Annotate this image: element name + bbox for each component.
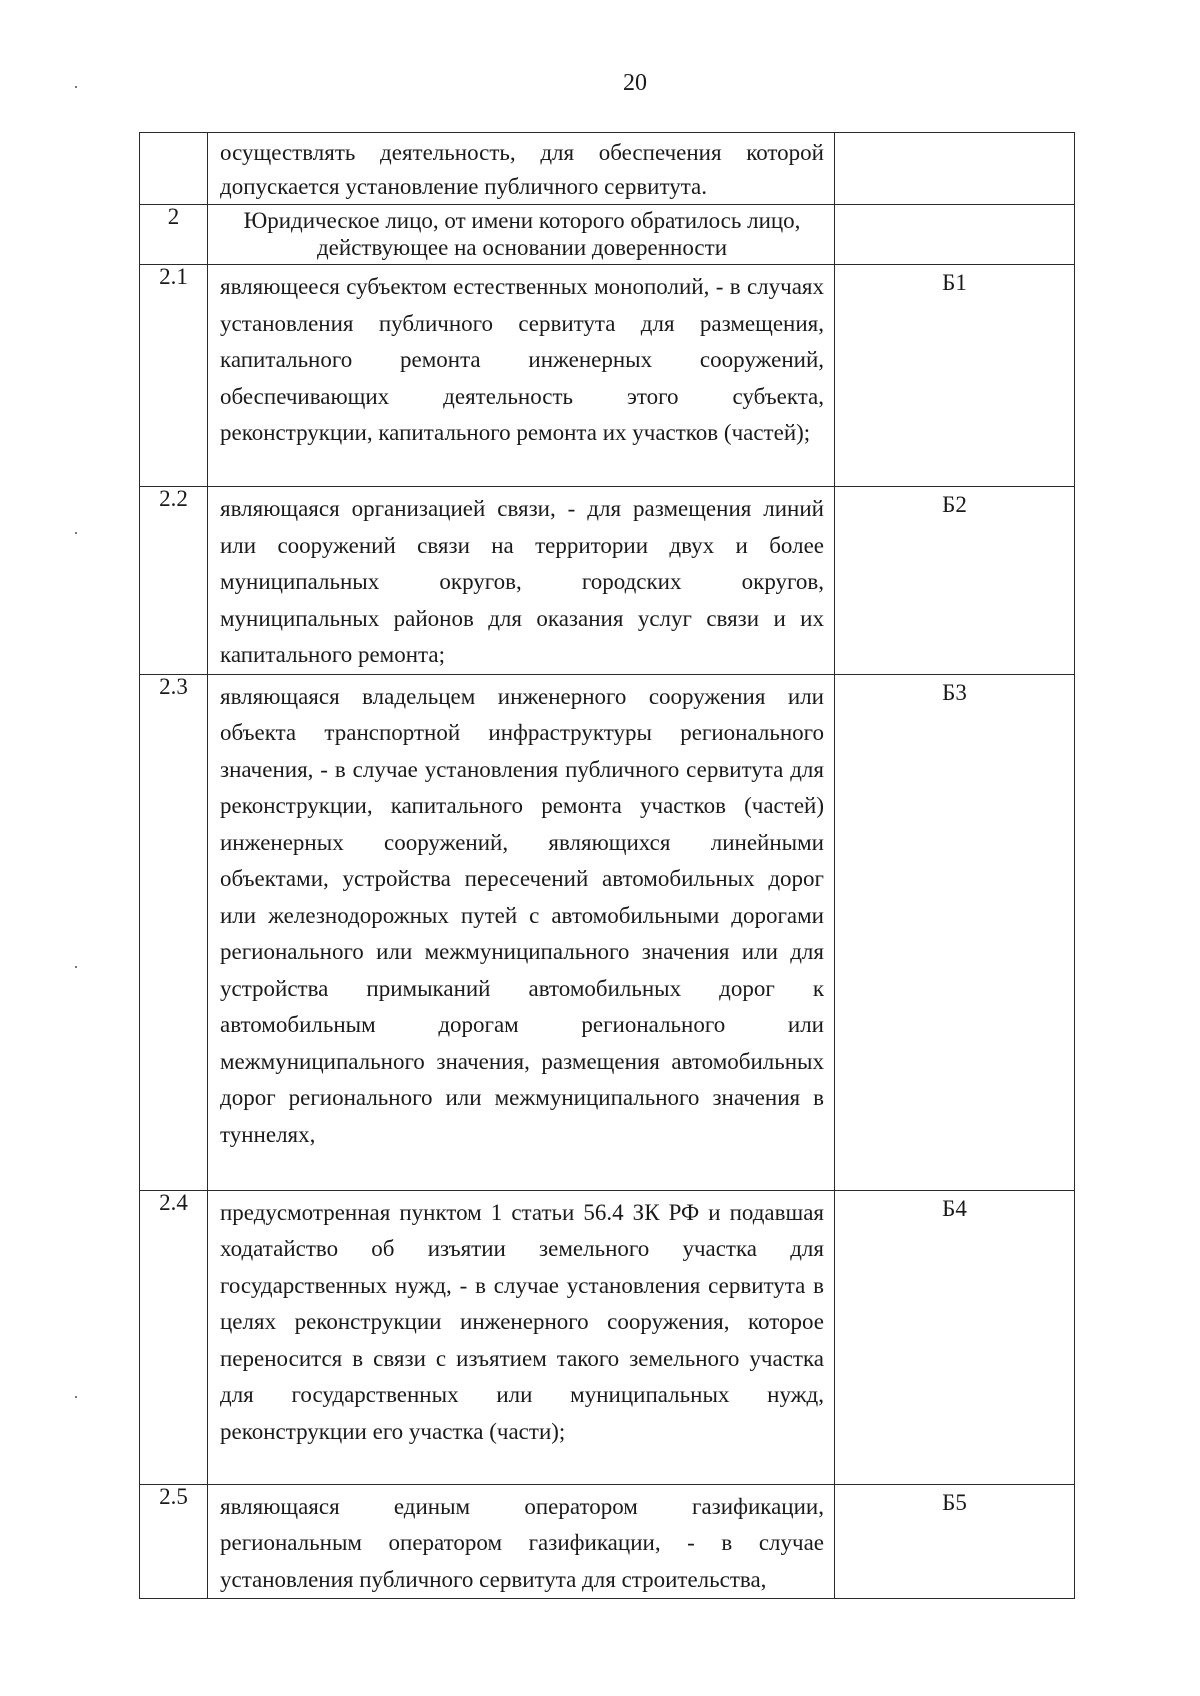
row-code: Б4 — [835, 1190, 1075, 1484]
table-row — [140, 1190, 1075, 1484]
document-table — [139, 132, 1075, 1599]
row-number: 2.3 — [140, 674, 208, 1190]
row-number: 2.4 — [140, 1190, 208, 1484]
table-row — [140, 674, 1075, 1190]
row-description: являющаяся организацией связи, - для размещения линий или сооружений связи на территории двух и более муниципальных округов, городских округов, муниципальных районов для оказания услуг связи и их капитального ремонта; — [208, 487, 835, 675]
table-row — [140, 205, 1075, 265]
scan-mark — [75, 86, 77, 88]
scan-mark — [75, 1396, 77, 1398]
table-row — [140, 133, 1075, 205]
table-row — [140, 1484, 1075, 1599]
row-description: являющаяся единым оператором газификации, региональным оператором газификации, - в случае установления публичного сервитута для строительства, — [208, 1484, 835, 1599]
row-code: Б5 — [835, 1484, 1075, 1599]
row-number: 2.1 — [140, 265, 208, 487]
row-description: являющееся субъектом естественных монополий, - в случаях установления публичного сервитута для размещения, капитального ремонта инженерных сооружений, обеспечивающих деятельность этого субъекта, реконструкции, капитального ремонта их участков (частей); — [208, 265, 835, 487]
row-code: Б1 — [835, 265, 1075, 487]
row-code — [835, 133, 1075, 205]
row-number: 2.2 — [140, 487, 208, 675]
table-row — [140, 265, 1075, 487]
row-number: 2.5 — [140, 1484, 208, 1599]
row-number — [140, 133, 208, 205]
table-row — [140, 487, 1075, 675]
row-code: Б2 — [835, 487, 1075, 675]
row-description: предусмотренная пунктом 1 статьи 56.4 ЗК РФ и подавшая ходатайство об изъятии земельного участка для государственных нужд, - в случае установления сервитута в целях реконструкции инженерного сооружения, которое переносится в связи с изъятием такого земельного участка для государственных или муниципальных нужд, реконструкции его участка (части); — [208, 1190, 835, 1484]
row-code: Б3 — [835, 674, 1075, 1190]
row-number: 2 — [140, 205, 208, 265]
row-description: Юридическое лицо, от имени которого обратилось лицо, действующее на основании доверенности — [208, 205, 835, 265]
scan-mark — [75, 532, 77, 534]
scan-mark — [75, 966, 77, 968]
row-description: осуществлять деятельность, для обеспечения которой допускается установление публичного сервитута. — [208, 133, 835, 205]
row-code — [835, 205, 1075, 265]
page-number: 20 — [623, 70, 647, 96]
row-description: являющаяся владельцем инженерного сооружения или объекта транспортной инфраструктуры регионального значения, - в случае установления публичного сервитута для реконструкции, капитального ремонта участков (частей) инженерных сооружений, являющихся линейными объектами, устройства пересечений автомобильных дорог или железнодорожных путей с автомобильными дорогами регионального или межмуниципального значения или для устройства примыканий автомобильных дорог к автомобильным дорогам регионального или межмуниципального значения, размещения автомобильных дорог регионального или межмуниципального значения в туннелях, — [208, 674, 835, 1190]
